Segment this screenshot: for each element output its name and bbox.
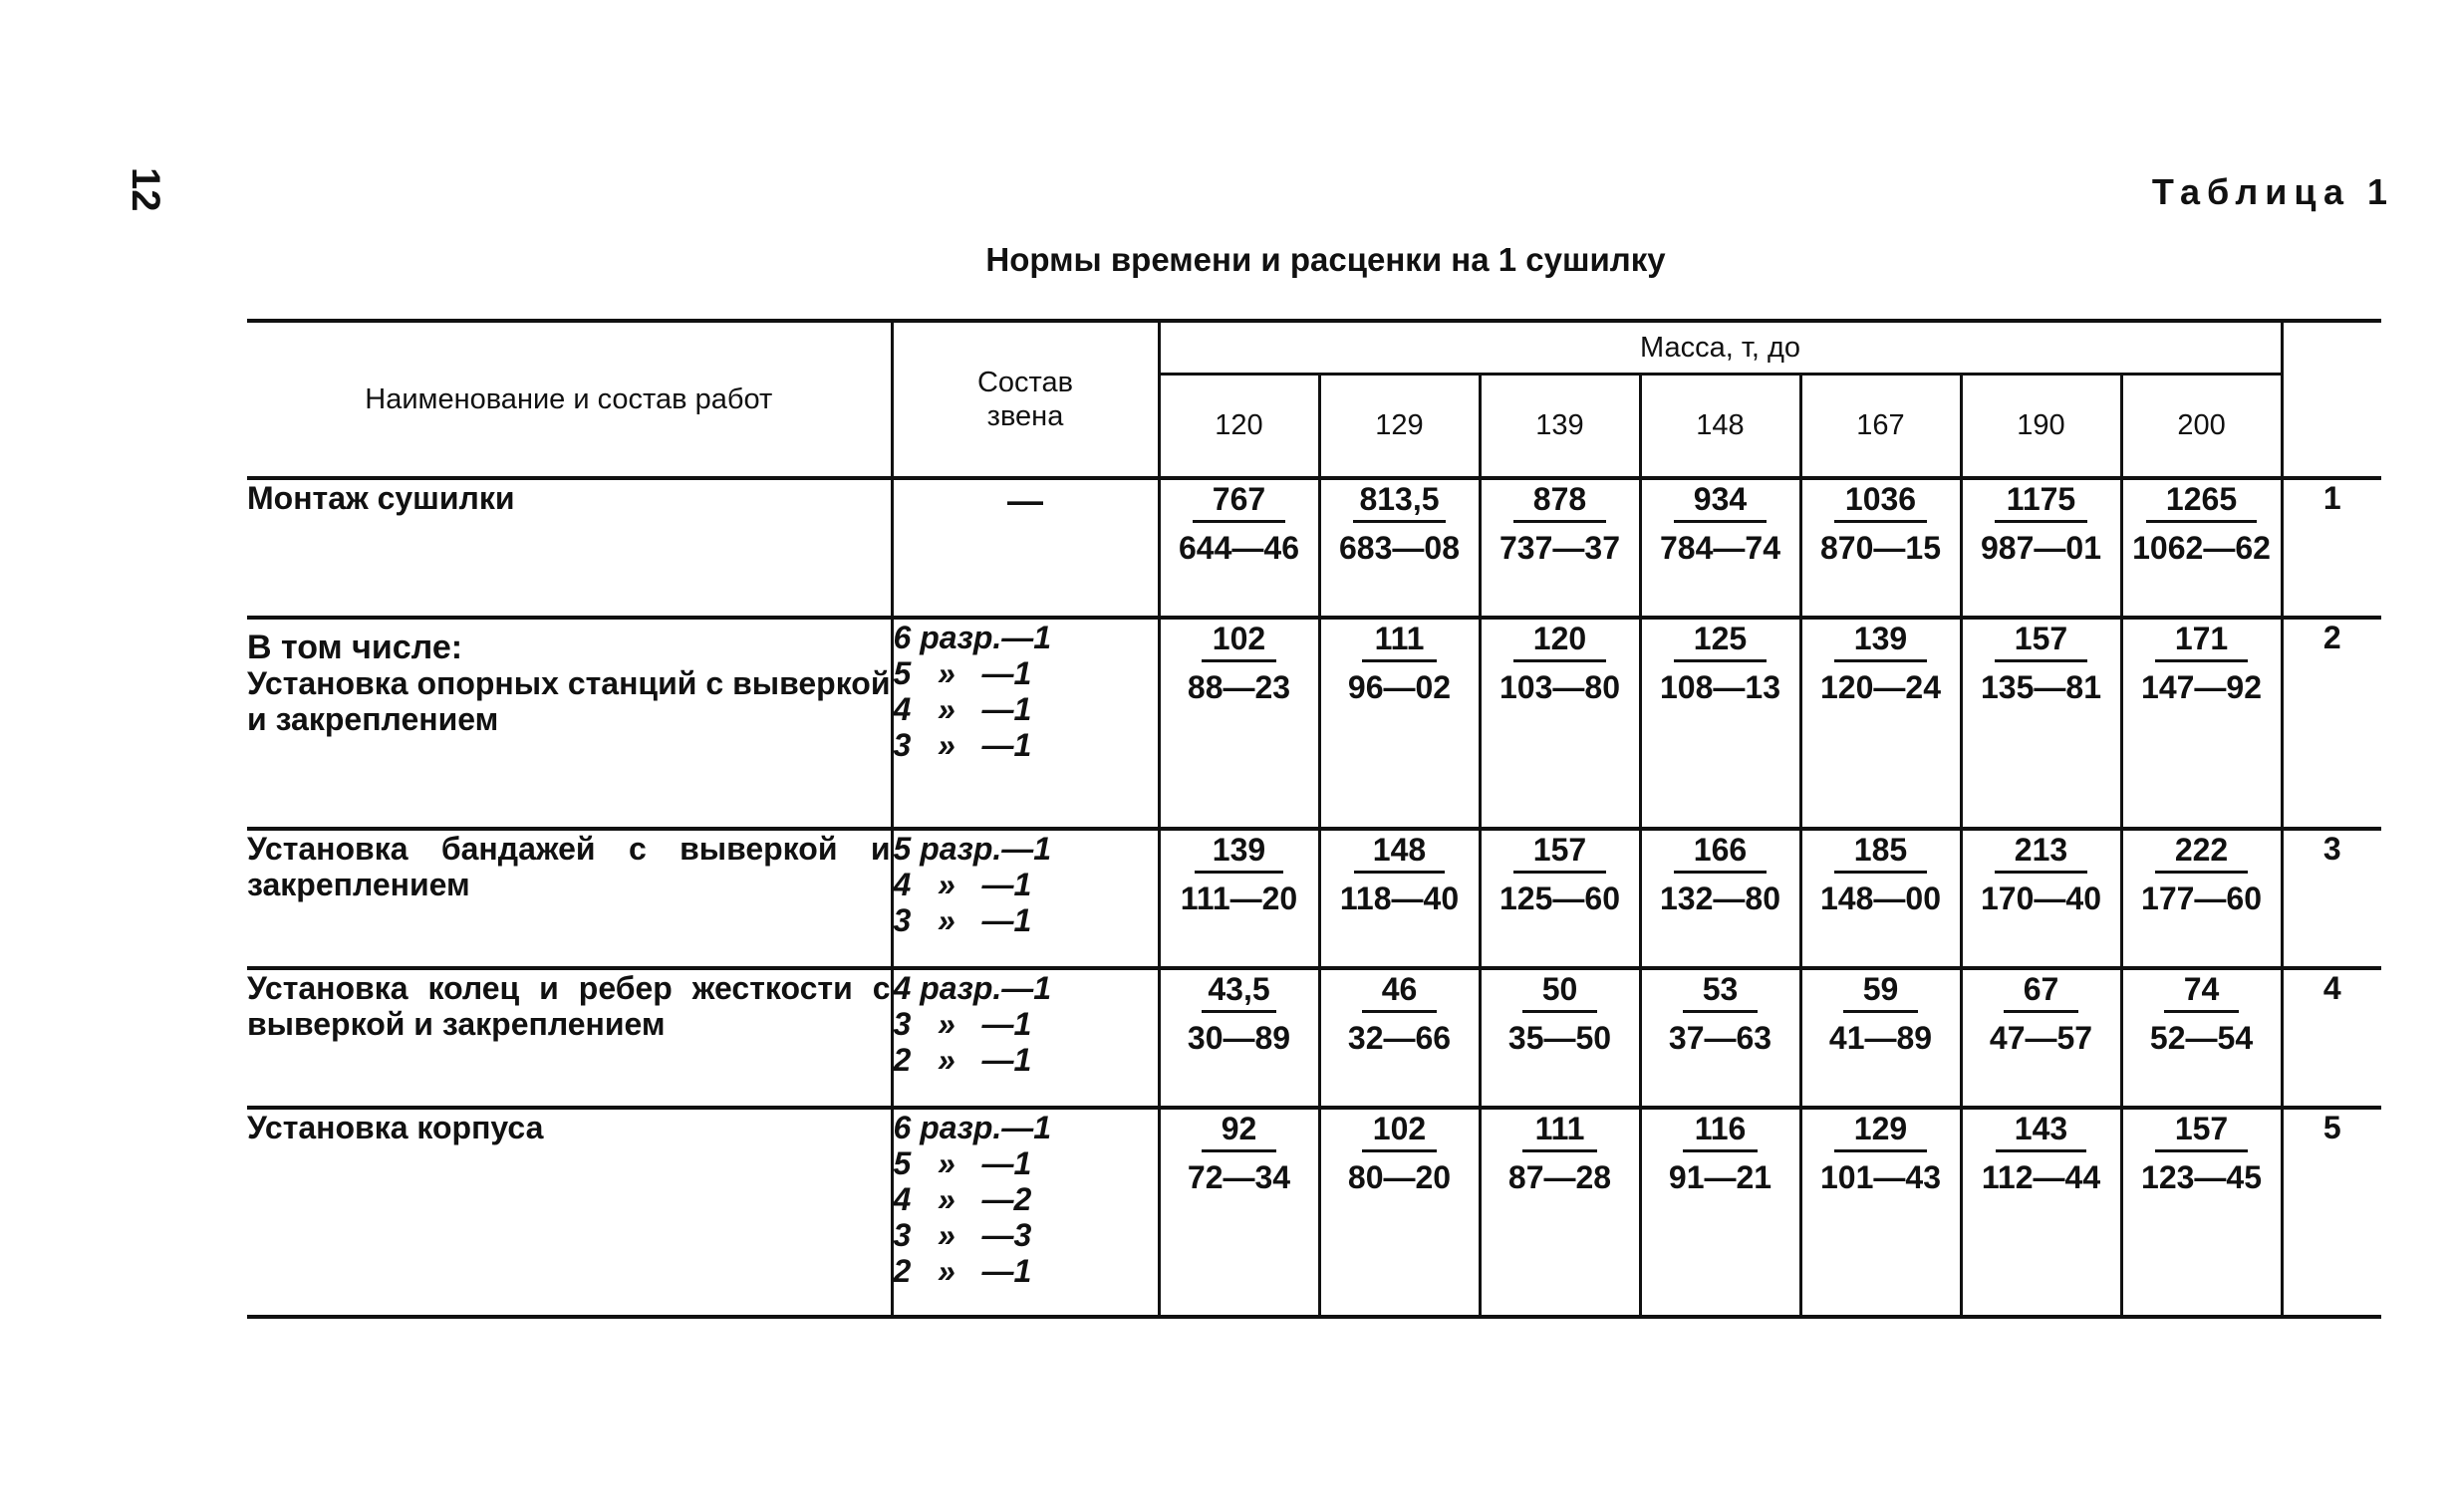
value-cell <box>1961 618 2121 829</box>
value-cell <box>1480 618 1640 829</box>
price-rate: 120—24 <box>1820 669 1941 705</box>
table-row <box>247 618 2381 829</box>
price-rate: 30—89 <box>1187 1020 1291 1056</box>
norm-price-fraction <box>1348 620 1451 706</box>
row-number: 2 <box>2282 618 2381 829</box>
time-norm: 185 <box>1834 831 1927 874</box>
value-cell <box>1800 829 1961 968</box>
crew-line: 2 » —1 <box>893 1253 1032 1289</box>
price-rate: 737—37 <box>1499 530 1620 566</box>
time-norm: 171 <box>2155 620 2248 662</box>
time-norm: 1265 <box>2146 480 2257 523</box>
norm-price-fraction <box>2141 1110 2262 1196</box>
norm-price-fraction <box>1339 480 1460 567</box>
time-norm: 1175 <box>1995 480 2087 523</box>
time-norm: 92 <box>1202 1110 1276 1152</box>
value-cell <box>1319 1108 1480 1317</box>
table-title: Нормы времени и расценки на 1 сушилку <box>985 241 1666 278</box>
price-rate: 683—08 <box>1339 530 1460 566</box>
table-body <box>247 478 2381 1317</box>
table-row <box>247 968 2381 1108</box>
norm-price-fraction <box>1188 970 1290 1057</box>
header-mass-value: 200 <box>2121 375 2282 479</box>
price-rate: 147—92 <box>2141 669 2262 705</box>
time-norm: 157 <box>2155 1110 2248 1152</box>
time-norm: 74 <box>2164 970 2239 1013</box>
norm-price-fraction <box>1179 480 1299 567</box>
value-cell <box>1159 829 1319 968</box>
value-cell <box>1159 618 1319 829</box>
time-norm: 139 <box>1834 620 1927 662</box>
crew-line: 6 разр.—1 <box>893 620 1052 655</box>
price-rate: 1062—62 <box>2132 530 2271 566</box>
time-norm: 50 <box>1522 970 1597 1013</box>
price-rate: 72—34 <box>1187 1159 1291 1195</box>
crew-line: 3 » —1 <box>893 1006 1032 1042</box>
crew-cell <box>892 618 1159 829</box>
norm-price-fraction <box>1181 831 1297 917</box>
norm-price-fraction <box>1981 831 2101 917</box>
time-norm: 213 <box>1995 831 2087 874</box>
value-cell <box>1640 829 1800 968</box>
value-cell <box>1480 478 1640 618</box>
time-norm: 46 <box>1362 970 1437 1013</box>
time-norm: 157 <box>1995 620 2087 662</box>
table-row <box>247 829 2381 968</box>
header-mass: Масса, т, до <box>1159 321 2282 375</box>
time-norm: 166 <box>1674 831 1767 874</box>
price-rate: 987—01 <box>1981 530 2101 566</box>
price-rate: 870—15 <box>1820 530 1941 566</box>
crew-line: 4 » —1 <box>893 691 1032 727</box>
norm-price-fraction <box>1499 831 1620 917</box>
work-name-cell <box>247 618 892 829</box>
crew-line: 5 » —1 <box>893 1145 1032 1181</box>
price-rate: 135—81 <box>1981 669 2101 705</box>
crew-line: 2 » —1 <box>893 1042 1032 1078</box>
value-cell <box>1800 618 1961 829</box>
work-name: Установка бандажей с выверкой и закреплением <box>247 831 891 902</box>
value-cell <box>2121 478 2282 618</box>
row-number: 3 <box>2282 829 2381 968</box>
value-cell <box>1640 478 1800 618</box>
work-name-cell <box>247 829 892 968</box>
value-cell <box>1159 968 1319 1108</box>
norm-price-fraction <box>1982 1110 2100 1196</box>
work-name: Установка опорных станций с выверкой и закреплением <box>247 665 891 737</box>
time-norm: 222 <box>2155 831 2248 874</box>
norm-price-fraction <box>1508 1110 1611 1196</box>
price-rate: 784—74 <box>1660 530 1780 566</box>
work-name-cell <box>247 1108 892 1317</box>
norm-price-fraction <box>1990 970 2092 1057</box>
value-cell <box>2121 1108 2282 1317</box>
time-norm: 120 <box>1513 620 1606 662</box>
price-rate: 47—57 <box>1989 1020 2093 1056</box>
price-rate: 123—45 <box>2141 1159 2262 1195</box>
time-norm: 129 <box>1834 1110 1927 1152</box>
time-norm: 1036 <box>1834 480 1927 523</box>
price-rate: 118—40 <box>1339 881 1460 916</box>
time-norm: 767 <box>1193 480 1285 523</box>
norm-price-fraction <box>1669 1110 1771 1196</box>
header-mass-value: 129 <box>1319 375 1480 479</box>
page-number: 12 <box>124 167 167 212</box>
norm-price-fraction <box>1660 831 1780 917</box>
time-norm: 148 <box>1354 831 1445 874</box>
norm-price-fraction <box>1820 620 1941 706</box>
crew-line: 3 » —3 <box>893 1217 1032 1253</box>
norm-price-fraction <box>1348 970 1451 1057</box>
price-rate: 41—89 <box>1828 1020 1933 1056</box>
time-norm: 59 <box>1843 970 1918 1013</box>
time-norm: 102 <box>1202 620 1276 662</box>
time-norm: 813,5 <box>1353 480 1446 523</box>
norm-price-fraction <box>1499 620 1620 706</box>
value-cell <box>2121 618 2282 829</box>
crew-cell <box>892 1108 1159 1317</box>
crew-line: 4 разр.—1 <box>893 970 1052 1006</box>
price-rate: 52—54 <box>2149 1020 2254 1056</box>
time-norm: 139 <box>1195 831 1283 874</box>
row-number: 5 <box>2282 1108 2381 1317</box>
value-cell <box>1480 968 1640 1108</box>
value-cell <box>1640 1108 1800 1317</box>
crew-cell <box>892 968 1159 1108</box>
crew-line: 3 » —1 <box>893 727 1032 763</box>
value-cell <box>1319 618 1480 829</box>
time-norm: 111 <box>1522 1110 1597 1152</box>
price-rate: 170—40 <box>1981 881 2101 916</box>
price-rate: 80—20 <box>1347 1159 1452 1195</box>
norm-price-fraction <box>2141 831 2262 917</box>
work-name-cell <box>247 478 892 618</box>
value-cell <box>1480 829 1640 968</box>
crew-cell <box>892 829 1159 968</box>
price-rate: 91—21 <box>1668 1159 1772 1195</box>
time-norm: 102 <box>1362 1110 1437 1152</box>
value-cell <box>1961 968 2121 1108</box>
norm-price-fraction <box>2150 970 2253 1057</box>
price-rate: 644—46 <box>1179 530 1299 566</box>
crew-line: 6 разр.—1 <box>893 1110 1052 1145</box>
time-norm: 116 <box>1683 1110 1758 1152</box>
time-norm: 878 <box>1513 480 1606 523</box>
table-row <box>247 478 2381 618</box>
norm-price-fraction <box>2132 480 2271 567</box>
value-cell <box>1961 829 2121 968</box>
price-rate: 112—44 <box>1981 1159 2101 1195</box>
price-rate: 103—80 <box>1499 669 1620 705</box>
header-mass-value: 120 <box>1159 375 1319 479</box>
price-rate: 177—60 <box>2141 881 2262 916</box>
norm-price-fraction <box>1660 480 1780 567</box>
work-name: Установка корпуса <box>247 1110 544 1145</box>
header-mass-value: 148 <box>1640 375 1800 479</box>
value-cell <box>1961 478 2121 618</box>
value-cell <box>1319 478 1480 618</box>
norm-price-fraction <box>1188 620 1290 706</box>
work-name: Установка колец и ребер жесткости с выверкой и закреплением <box>247 970 891 1042</box>
price-rate: 35—50 <box>1507 1020 1612 1056</box>
value-cell <box>1159 478 1319 618</box>
value-cell <box>1640 618 1800 829</box>
crew-line: 3 » —1 <box>893 902 1032 938</box>
price-rate: 37—63 <box>1668 1020 1772 1056</box>
norm-price-fraction <box>1820 1110 1941 1196</box>
price-rate: 87—28 <box>1507 1159 1612 1195</box>
norm-price-fraction <box>1660 620 1780 706</box>
price-rate: 101—43 <box>1820 1159 1941 1195</box>
price-rate: 132—80 <box>1660 881 1780 916</box>
crew-line: 5 разр.—1 <box>893 831 1052 867</box>
price-rate: 148—00 <box>1820 881 1941 916</box>
header-crew <box>892 321 1159 478</box>
norm-price-fraction <box>1981 620 2101 706</box>
table-label: Таблица 1 <box>2151 171 2394 212</box>
norm-price-fraction <box>1820 480 1941 567</box>
value-cell <box>1159 1108 1319 1317</box>
norm-price-fraction <box>2141 620 2262 706</box>
crew-dash: — <box>892 478 1159 618</box>
time-norm: 157 <box>1513 831 1606 874</box>
norm-price-fraction <box>1499 480 1620 567</box>
norm-price-fraction <box>1981 480 2101 567</box>
row-number: 1 <box>2282 478 2381 618</box>
price-rate: 88—23 <box>1187 669 1291 705</box>
header-mass-value: 139 <box>1480 375 1640 479</box>
value-cell <box>1961 1108 2121 1317</box>
value-cell <box>1800 968 1961 1108</box>
table-row <box>247 1108 2381 1317</box>
work-name: Монтаж сушилки <box>247 480 515 516</box>
norm-price-fraction <box>1820 831 1941 917</box>
value-cell <box>1800 478 1961 618</box>
norm-price-fraction <box>1829 970 1932 1057</box>
value-cell <box>1640 968 1800 1108</box>
norm-price-fraction <box>1508 970 1611 1057</box>
value-cell <box>1480 1108 1640 1317</box>
time-norm: 111 <box>1362 620 1437 662</box>
value-cell <box>1319 829 1480 968</box>
row-number: 4 <box>2282 968 2381 1108</box>
norm-price-fraction <box>1669 970 1771 1057</box>
header-crew-text: Состав звена <box>976 367 1074 432</box>
work-name-prefix: В том числе: <box>247 629 463 666</box>
time-norm: 143 <box>1996 1110 2086 1152</box>
time-norm: 53 <box>1683 970 1758 1013</box>
price-rate: 108—13 <box>1660 669 1780 705</box>
crew-line: 4 » —1 <box>893 867 1032 902</box>
crew-line: 5 » —1 <box>893 655 1032 691</box>
time-norm: 67 <box>2004 970 2078 1013</box>
work-name-cell <box>247 968 892 1108</box>
norms-table <box>247 319 2381 1319</box>
value-cell <box>1800 1108 1961 1317</box>
price-rate: 125—60 <box>1499 881 1620 916</box>
time-norm: 43,5 <box>1202 970 1276 1013</box>
header-mass-value: 190 <box>1961 375 2121 479</box>
norm-price-fraction <box>1188 1110 1290 1196</box>
price-rate: 32—66 <box>1347 1020 1452 1056</box>
price-rate: 96—02 <box>1347 669 1452 705</box>
value-cell <box>2121 829 2282 968</box>
header-work-name: Наименование и состав работ <box>247 321 892 478</box>
norm-price-fraction <box>1348 1110 1451 1196</box>
header-mass-value: 167 <box>1800 375 1961 479</box>
price-rate: 111—20 <box>1180 881 1298 916</box>
time-norm: 934 <box>1674 480 1767 523</box>
value-cell <box>1319 968 1480 1108</box>
norm-price-fraction <box>1340 831 1459 917</box>
time-norm: 125 <box>1674 620 1767 662</box>
crew-line: 4 » —2 <box>893 1181 1032 1217</box>
header-row-number <box>2282 321 2381 478</box>
value-cell <box>2121 968 2282 1108</box>
